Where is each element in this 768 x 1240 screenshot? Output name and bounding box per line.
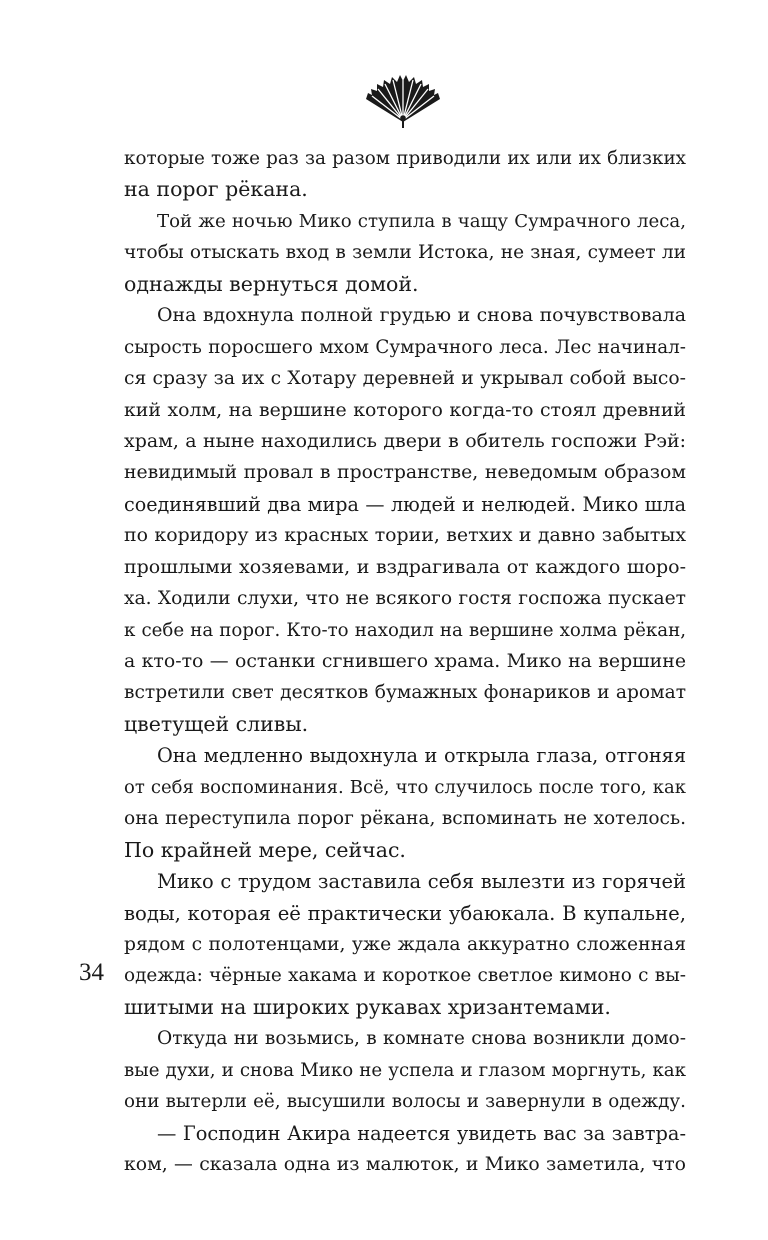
text-line: воды, которая её практически убаюкала. В купальне, — [124, 901, 686, 925]
text-line: от себя воспоминания. Всё, что случилось после того, как — [124, 776, 686, 798]
text-line: сырость поросшего мхом Сумрачного леса. Лес начинал- — [124, 336, 686, 358]
text-line: одежда: чёрные хакама и короткое светлое кимоно с вы- — [124, 965, 686, 987]
text-line: ком, — сказала одна из малюток, и Мико заметила, что — [124, 1154, 686, 1175]
text-line: чтобы отыскать вход в земли Истока, не зная, сумеет ли — [124, 242, 686, 264]
text-line: однажды вернуться домой. — [124, 271, 419, 296]
text-line: шитыми на широких рукавах хризантемами. — [124, 994, 611, 1019]
text-line: по коридору из красных тории, ветхих и давно забытых — [124, 524, 686, 547]
text-line: а кто-то — останки сгнившего храма. Мико на вершине — [124, 650, 686, 672]
text-line: По крайней мере, сейчас. — [124, 837, 406, 862]
text-line: к себе на порог. Кто-то находил на вершине холма рёкан, — [124, 619, 686, 641]
page-number: 34 — [79, 959, 104, 986]
text-line: вые духи, и снова Мико не успела и глазом моргнуть, как — [124, 1059, 686, 1081]
text-line: Откуда ни возьмись, в комнате снова возникли домо- — [157, 1028, 686, 1050]
text-line: соединявший два мира — людей и нелюдей. Мико шла — [124, 492, 686, 516]
text-line: встретили свет десятков бумажных фонариков и аромат — [124, 682, 686, 704]
text-line: которые тоже раз за разом приводили их или их близких — [124, 148, 686, 169]
text-line: невидимый провал в пространстве, неведомым образом — [124, 462, 686, 484]
text-line: прошлыми хозяевами, и вздрагивала от каждого шоро- — [124, 555, 686, 578]
text-line: рядом с полотенцами, уже ждала аккуратно сложенная — [124, 933, 686, 955]
text-line: Она вдохнула полной грудью и снова почувствовала — [157, 304, 686, 327]
text-line: Мико с трудом заставила себя вылезти из горячей — [157, 870, 686, 894]
text-line: кий холм, на вершине которого когда-то стоял древний — [124, 398, 686, 421]
fan-ornament-icon — [358, 72, 448, 134]
text-line: Она медленно выдохнула и открыла глаза, отгоняя — [157, 744, 686, 768]
body-text — [124, 143, 686, 1180]
text-line: они вытерли её, высушили волосы и завернули в одежду. — [124, 1091, 686, 1113]
text-line: Той же ночью Мико ступила в чащу Сумрачного леса, — [157, 210, 686, 232]
text-line: — Господин Акира надеется увидеть вас за завтра- — [157, 1121, 686, 1145]
text-line: она переступила порог рёкана, вспоминать не хотелось. — [124, 808, 686, 830]
text-line: ха. Ходили слухи, что не всякого гостя госпожа пускает — [124, 588, 686, 610]
text-line: цветущей сливы. — [124, 711, 309, 736]
text-line: храм, а ныне находились двери в обитель госпожи Рэй: — [124, 429, 686, 452]
text-line: ся сразу за их с Хотару деревней и укрывал собой высо- — [124, 368, 686, 390]
text-line: на порог рёкана. — [124, 177, 308, 202]
